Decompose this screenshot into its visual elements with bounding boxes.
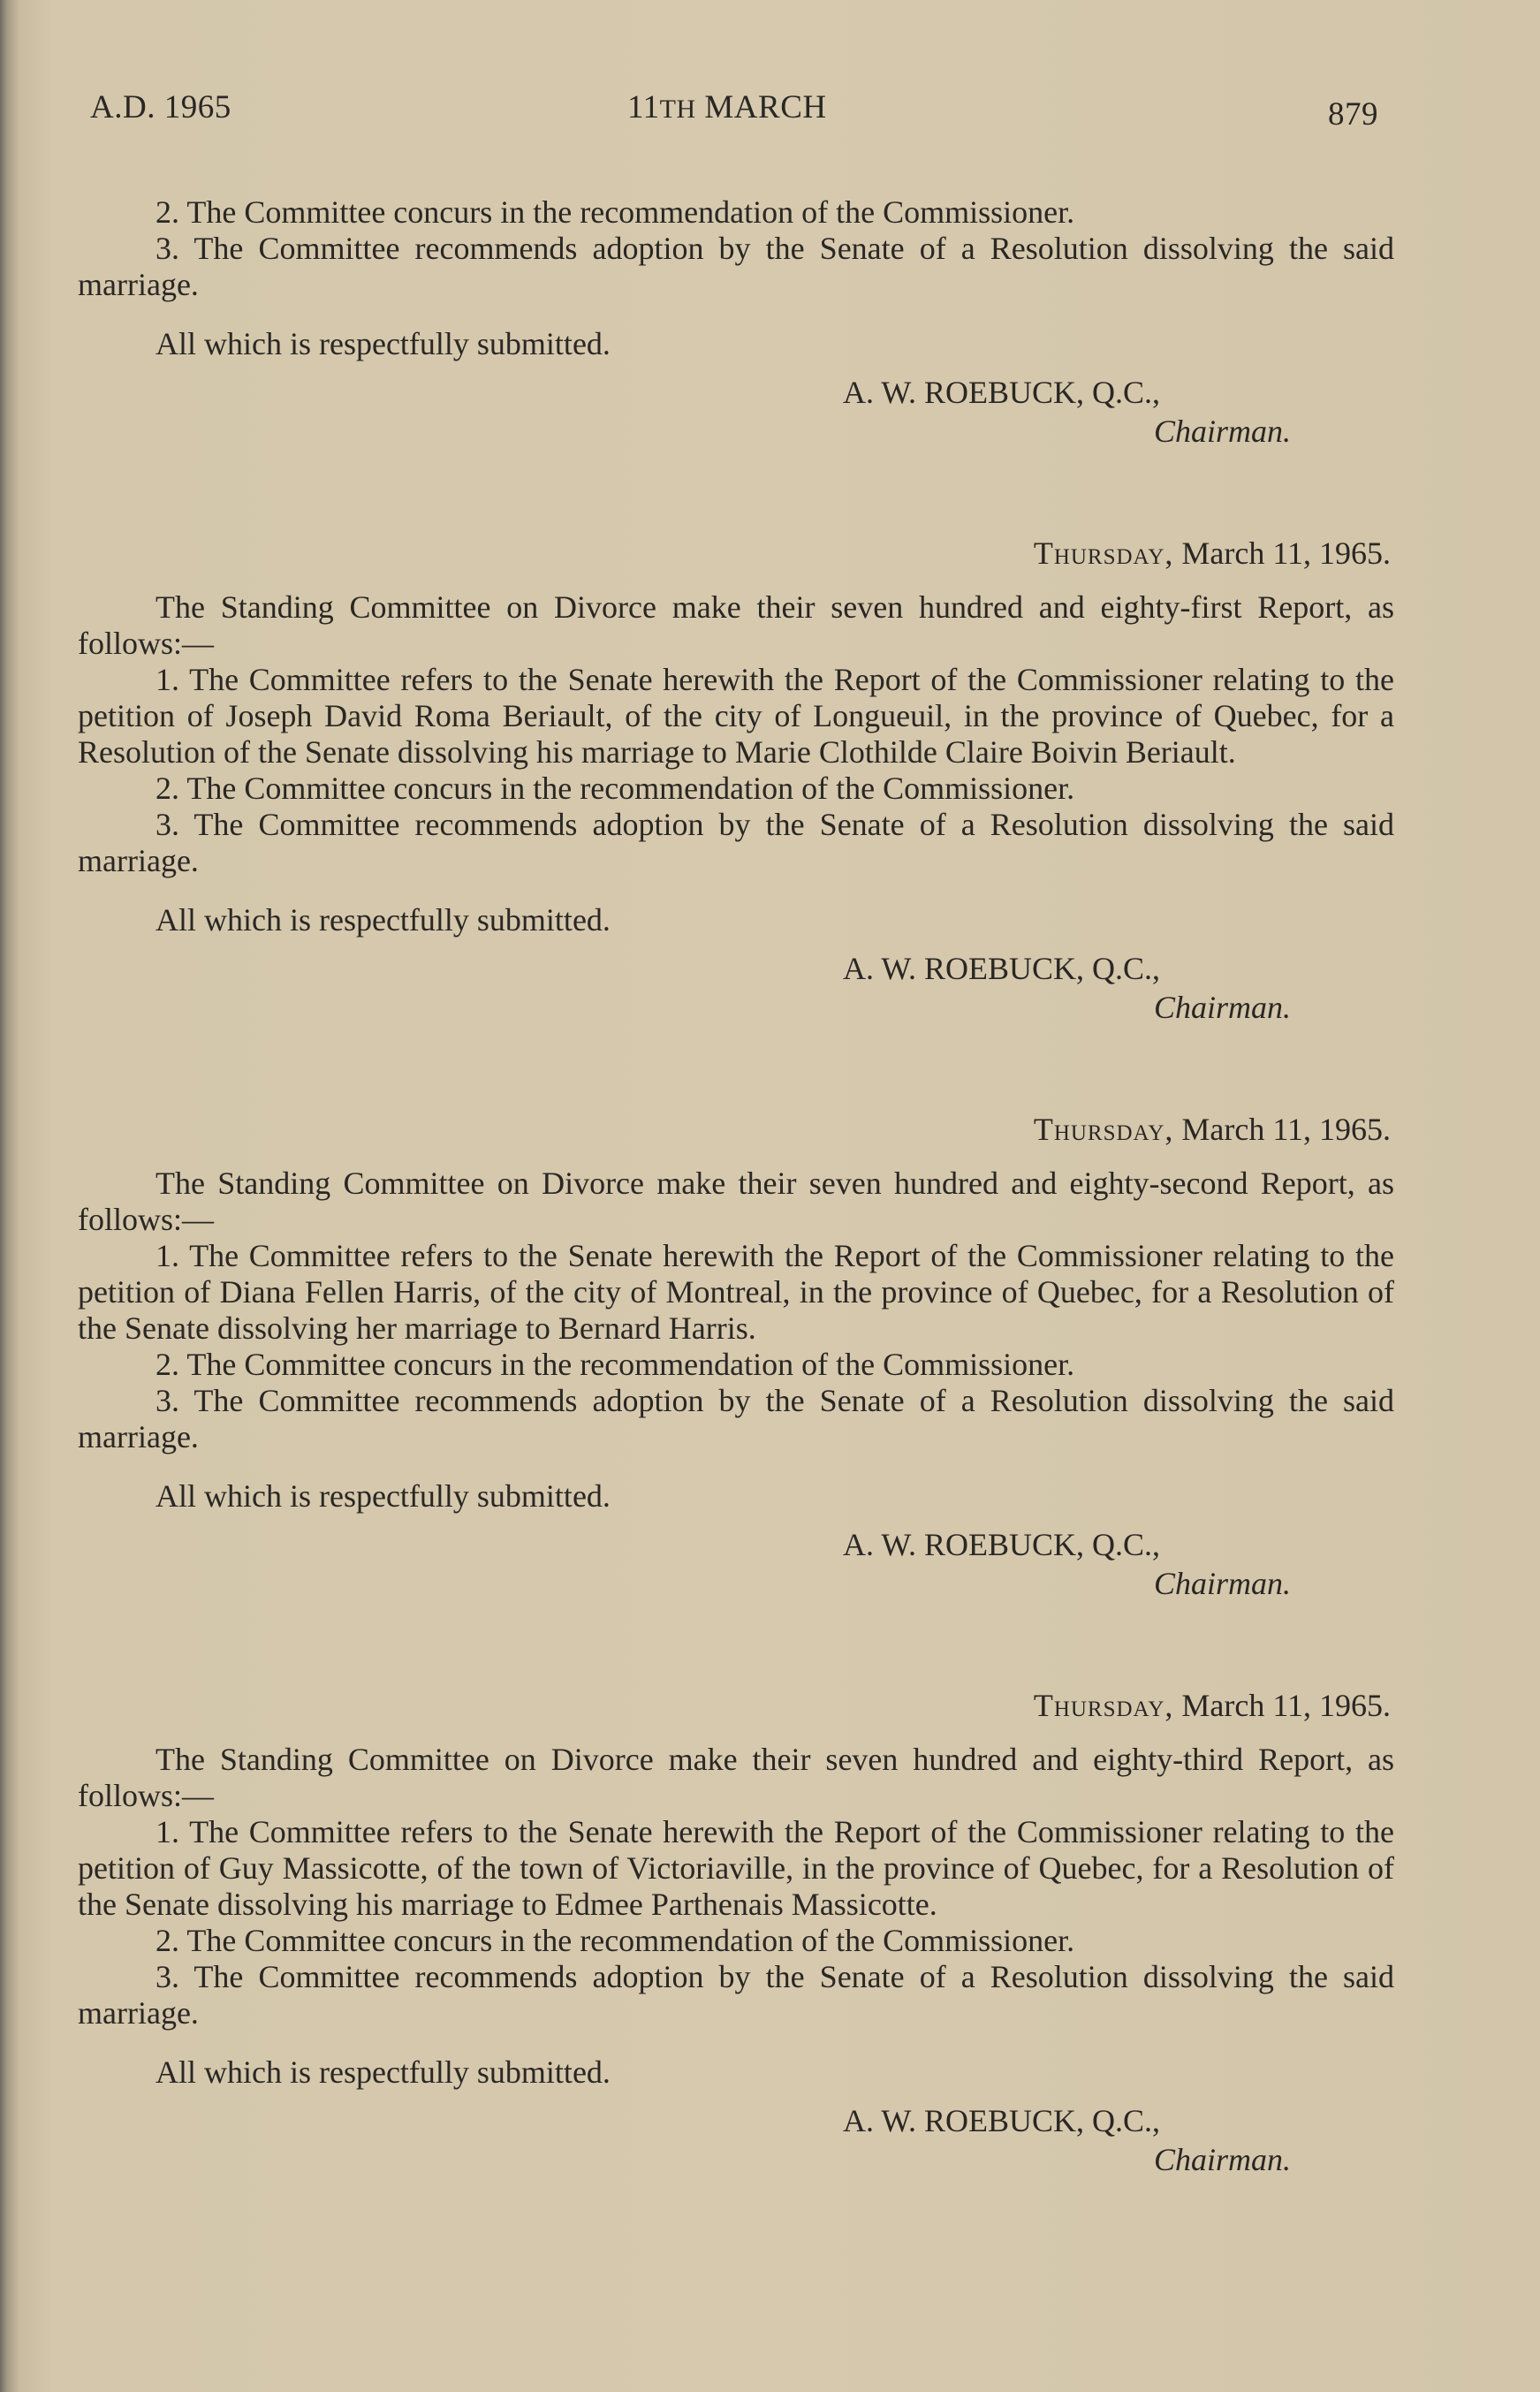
- report-intro: The Standing Committee on Divorce make their seven hundred and eighty-first Report, as follows:—: [78, 589, 1394, 661]
- report-item-2: 2. The Committee concurs in the recommendation of the Commissioner.: [156, 1923, 1075, 1958]
- signature-block: [78, 951, 1394, 1030]
- signatory-name: A. W. ROEBUCK, Q.C.,: [843, 1527, 1161, 1562]
- page-number: 879: [1328, 96, 1378, 133]
- dateline-day: Thursday,: [1033, 1112, 1174, 1147]
- report-782: [78, 1112, 1394, 1606]
- signatory-title: Chairman.: [1154, 990, 1292, 1025]
- header-year: A.D. 1965: [90, 89, 231, 125]
- signatory-name: A. W. ROEBUCK, Q.C.,: [843, 2103, 1161, 2138]
- dateline-day: Thursday,: [1033, 535, 1174, 571]
- report-item-1: 1. The Committee refers to the Senate herewith the Report of the Commissioner relating to the petition of Joseph David Roma Beriault, of the city of Longueuil, in the province of Quebec, for a Resolution of the Senate dissolving his marriage to Marie Clothilde Claire Boivin Beriault.: [78, 662, 1394, 770]
- report-item-3: 3. The Committee recommends adoption by the Senate of a Resolution dissolving the said marriage.: [78, 1383, 1394, 1454]
- report-dateline: [78, 1688, 1394, 1724]
- report-783: [78, 1688, 1394, 2183]
- running-header: [0, 88, 1540, 141]
- report-item-1: 1. The Committee refers to the Senate herewith the Report of the Commissioner relating to the petition of Guy Massicotte, of the town of Victoriaville, in the province of Quebec, for a Resolution of the Senate dissolving his marriage to Edmee Parthenais Massicotte.: [78, 1814, 1394, 1922]
- report-item-2: 2. The Committee concurs in the recommendation of the Commissioner.: [156, 771, 1075, 806]
- signatory-title: Chairman.: [1154, 414, 1292, 449]
- submitted-line: All which is respectfully submitted.: [156, 1478, 611, 1514]
- header-month: MARCH: [695, 89, 827, 125]
- report-item-2: 2. The Committee concurs in the recommendation of the Commissioner.: [156, 1347, 1075, 1382]
- report-item-3: 3. The Committee recommends adoption by the Senate of a Resolution dissolving the said marriage.: [78, 807, 1394, 878]
- header-day-suffix: TH: [659, 95, 696, 124]
- signatory-title: Chairman.: [1154, 1566, 1292, 1601]
- dateline-date: March 11, 1965.: [1173, 1112, 1391, 1147]
- submitted-line: All which is respectfully submitted.: [156, 326, 611, 361]
- report-item-3: 3. The Committee recommends adoption by the Senate of a Resolution dissolving the said marriage.: [78, 231, 1394, 302]
- report-item-2: 2. The Committee concurs in the recommendation of the Commissioner.: [156, 194, 1075, 230]
- header-day-number: 11: [627, 89, 660, 125]
- signature-block: [78, 2103, 1394, 2183]
- dateline-day: Thursday,: [1033, 1688, 1174, 1723]
- report-781: [78, 535, 1394, 1030]
- report-intro: The Standing Committee on Divorce make their seven hundred and eighty-second Report, as follows:—: [78, 1166, 1394, 1237]
- report-dateline: [78, 1112, 1394, 1148]
- submitted-line: All which is respectfully submitted.: [156, 2054, 611, 2090]
- report-item-3: 3. The Committee recommends adoption by the Senate of a Resolution dissolving the said marriage.: [78, 1959, 1394, 2031]
- report-intro: The Standing Committee on Divorce make their seven hundred and eighty-third Report, as follows:—: [78, 1742, 1394, 1813]
- signature-block: [78, 1527, 1394, 1606]
- signatory-title: Chairman.: [1154, 2142, 1292, 2177]
- continued-report: [78, 194, 1394, 454]
- signature-block: [78, 375, 1394, 454]
- header-date: [627, 88, 827, 126]
- signatory-name: A. W. ROEBUCK, Q.C.,: [843, 375, 1161, 410]
- submitted-line: All which is respectfully submitted.: [156, 902, 611, 938]
- dateline-date: March 11, 1965.: [1173, 535, 1391, 571]
- report-dateline: [78, 535, 1394, 572]
- dateline-date: March 11, 1965.: [1173, 1688, 1391, 1723]
- report-item-1: 1. The Committee refers to the Senate herewith the Report of the Commissioner relating to the petition of Diana Fellen Harris, of the city of Montreal, in the province of Quebec, for a Resolution of the Senate dissolving her marriage to Bernard Harris.: [78, 1238, 1394, 1346]
- page-body: [78, 194, 1394, 2183]
- signatory-name: A. W. ROEBUCK, Q.C.,: [843, 951, 1161, 986]
